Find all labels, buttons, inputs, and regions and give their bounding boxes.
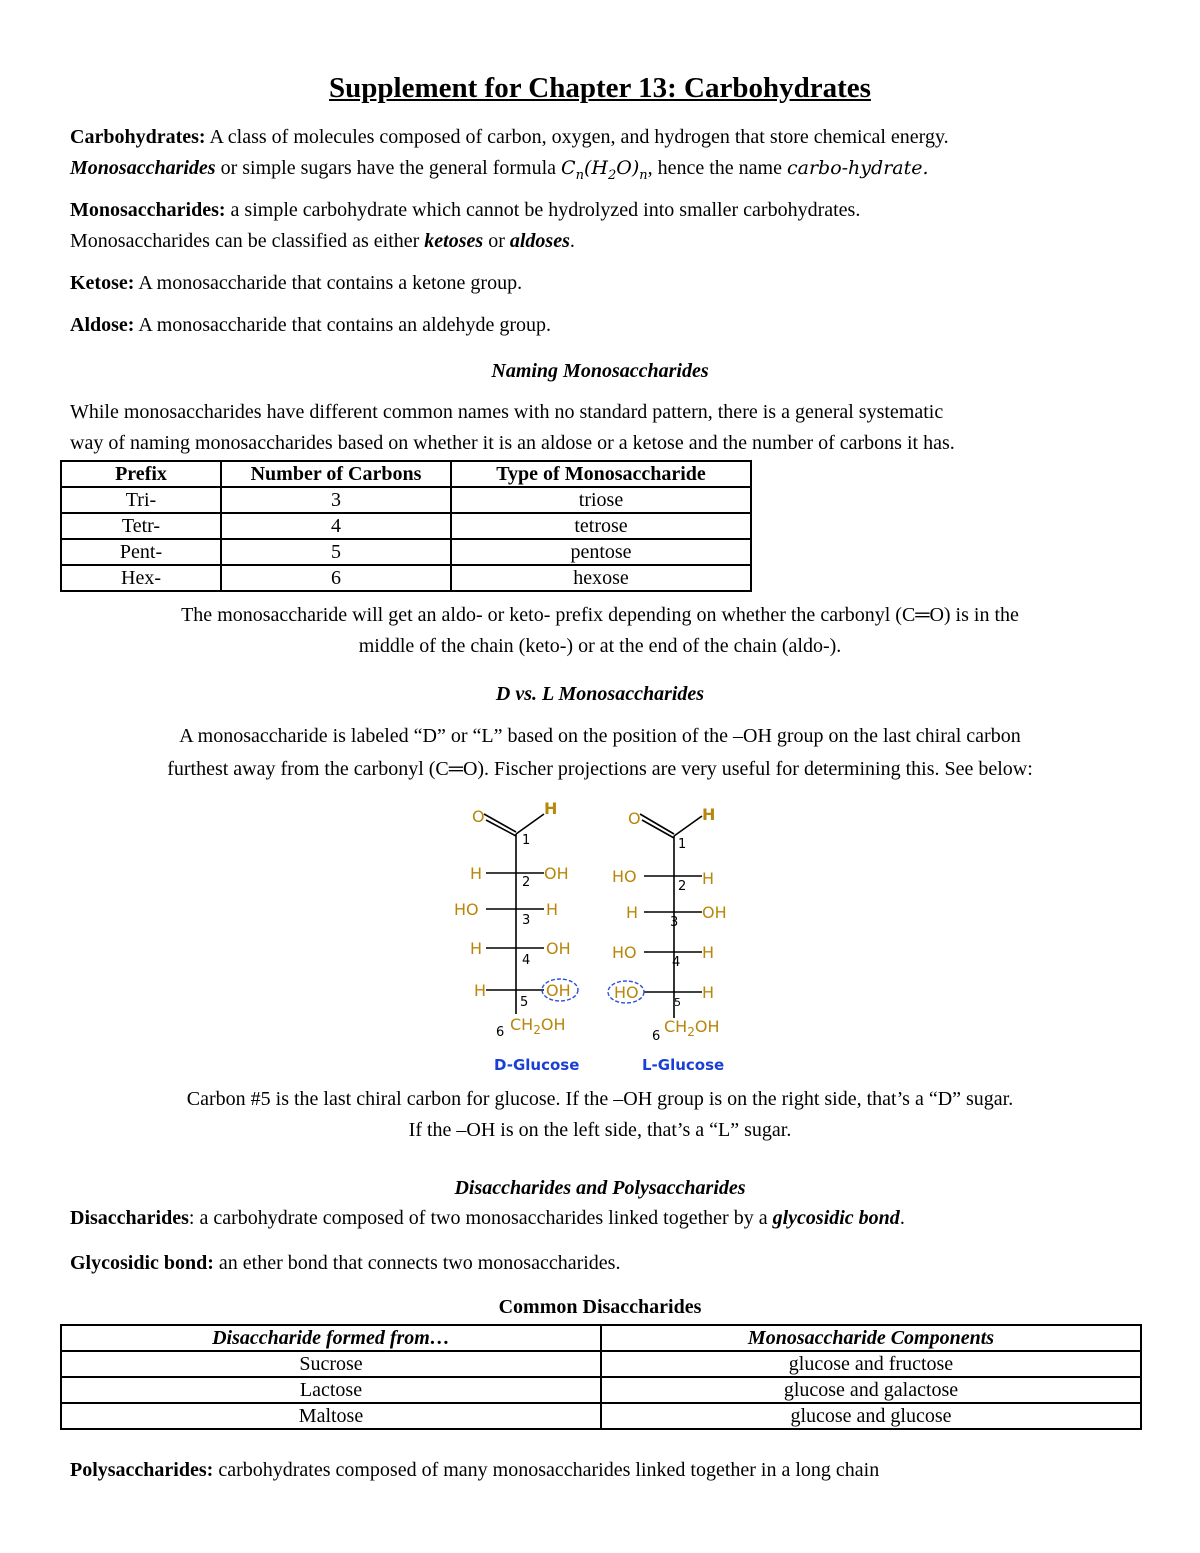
table-row: [61, 539, 751, 565]
d-ch: CH: [510, 1015, 534, 1034]
d-glucose-atoms: [454, 799, 571, 1040]
table-cell: Tri-: [61, 487, 221, 513]
polysaccharides-def: carbohydrates composed of many monosaccharides linked together in a long chain: [213, 1459, 880, 1481]
l-ch-sub: 2: [687, 1025, 695, 1039]
d-carbon-2: 2: [522, 875, 531, 890]
disaccharides-colon: :: [188, 1207, 195, 1229]
d-carbon-6: 6: [496, 1025, 505, 1040]
l-h-aldehyde: H: [702, 805, 716, 824]
naming-line-2: way of naming monosaccharides based on whether it is an aldose or a ketose and the number of carbons it has.: [70, 432, 955, 454]
d-carbon-4: 4: [522, 953, 531, 968]
d-carbon-3: 3: [522, 913, 531, 928]
page-title: Supplement for Chapter 13: Carbohydrates: [329, 72, 871, 104]
d-carbon-5: 5: [520, 995, 529, 1010]
table-row: [61, 513, 751, 539]
carbon5-line-2: If the –OH is on the left side, that’s a “L” sugar.: [408, 1119, 792, 1141]
monosaccharides-classification: [70, 226, 1140, 257]
l-oh-c3: OH: [702, 903, 727, 922]
formula-n-outer: n: [639, 167, 648, 183]
monosaccharides-term: Monosaccharides:: [70, 199, 226, 221]
polysaccharides-definition: [70, 1455, 1140, 1486]
general-formula: $C_n(H_2O)_n$: [561, 157, 648, 183]
l-glucose-label: L-Glucose: [642, 1056, 725, 1074]
header-number-of-carbons: Number of Carbons: [221, 461, 451, 487]
d-o-atom: O: [472, 807, 485, 826]
monosaccharides-term-inline: Monosaccharides: [70, 157, 216, 179]
d-glucose-label: D-Glucose: [494, 1056, 580, 1074]
l-ho-c2: HO: [612, 867, 637, 886]
d-carbon-1: 1: [522, 833, 531, 848]
table-cell: 3: [221, 487, 451, 513]
prefix-table: [60, 460, 752, 592]
l-ho-c4: HO: [612, 943, 637, 962]
formula-intro: or simple sugars have the general formula: [215, 157, 562, 179]
carbo-hydrate-term: carbo-hydrate.: [786, 157, 929, 179]
disaccharides-heading: Disaccharides and Polysaccharides: [454, 1177, 746, 1199]
d-oh-c5: OH: [546, 981, 571, 1000]
dl-line-2: furthest away from the carbonyl (C═O). Fischer projections are very useful for determining this. See below:: [167, 758, 1033, 780]
disaccharides-definition: [70, 1203, 1140, 1234]
table-cell: pentose: [451, 539, 751, 565]
glycosidic-term: Glycosidic bond:: [70, 1252, 214, 1274]
l-ho-c5: HO: [614, 983, 639, 1002]
monosaccharides-def: a simple carbohydrate which cannot be hydrolyzed into smaller carbohydrates.: [225, 199, 861, 221]
formula-outro: , hence the name: [647, 157, 787, 179]
d-h-c2: H: [470, 864, 483, 883]
carbon5-line-1: Carbon #5 is the last chiral carbon for glucose. If the –OH group is on the right side, that’s a “D” sugar.: [186, 1088, 1014, 1110]
l-ch-group: [664, 1017, 719, 1039]
table-row: [61, 1403, 1141, 1429]
table-row: [61, 565, 751, 591]
disaccharides-term: Disaccharides: [70, 1207, 189, 1229]
disaccharides-def: a carbohydrate composed of two monosaccharides linked together by a: [194, 1207, 773, 1229]
d-oh-c2: OH: [544, 864, 569, 883]
table-row: [61, 1351, 1141, 1377]
l-carbon-6: 6: [652, 1029, 661, 1044]
aldoses-term: aldoses: [509, 230, 570, 252]
table-cell: Maltose: [61, 1403, 601, 1429]
table-cell: Hex-: [61, 565, 221, 591]
header-disaccharide: Disaccharide formed from…: [61, 1325, 601, 1351]
l-h-c3: H: [626, 903, 639, 922]
d-h-c5: H: [474, 981, 487, 1000]
l-ch: CH: [664, 1017, 688, 1036]
glycosidic-def: an ether bond that connects two monosaccharides.: [213, 1252, 621, 1274]
formula-o: O: [616, 157, 632, 179]
d-h-c3: H: [546, 900, 559, 919]
period: .: [899, 1207, 905, 1229]
formula-h: H: [591, 157, 608, 179]
table-cell: glucose and fructose: [601, 1351, 1141, 1377]
table-cell: Pent-: [61, 539, 221, 565]
d-ch-group: [510, 1015, 565, 1037]
table-cell: 5: [221, 539, 451, 565]
period: .: [569, 230, 575, 252]
header-components: Monosaccharide Components: [601, 1325, 1141, 1351]
l-carbon-5: 5: [674, 996, 681, 1009]
disaccharides-table-header: [61, 1325, 1141, 1351]
ketoses-term: ketoses: [424, 230, 484, 252]
disaccharides-table: [60, 1324, 1142, 1430]
l-carbon-4: 4: [672, 955, 681, 970]
naming-heading: Naming Monosaccharides: [491, 360, 709, 382]
d-h-c4: H: [470, 939, 483, 958]
formula-2: 2: [607, 167, 617, 183]
l-carbon-3: 3: [670, 915, 679, 930]
l-ch2-oh: OH: [694, 1017, 720, 1036]
formula-c: C: [561, 157, 576, 179]
carbohydrates-term: Carbohydrates:: [70, 126, 206, 148]
ketose-def: A monosaccharide that contains a ketone group.: [134, 272, 523, 294]
carbohydrates-definition: [70, 122, 1140, 153]
glycosidic-definition: [70, 1248, 1140, 1279]
prefix-table-header: [61, 461, 751, 487]
table-cell: hexose: [451, 565, 751, 591]
aldose-term: Aldose:: [70, 314, 135, 336]
d-oh-c4: OH: [546, 939, 571, 958]
carbohydrates-def: A class of molecules composed of carbon, oxygen, and hydrogen that store chemical energy.: [205, 126, 949, 148]
l-carbon-2: 2: [678, 879, 687, 894]
d-ch2-oh: OH: [540, 1015, 566, 1034]
dl-heading: D vs. L Monosaccharides: [495, 683, 705, 705]
aldose-definition: [70, 310, 1140, 341]
table-cell: 4: [221, 513, 451, 539]
table-cell: glucose and glucose: [601, 1403, 1141, 1429]
d-glucose-bonds: [484, 814, 544, 1014]
d-ho-c3: HO: [454, 900, 479, 919]
or-text: or: [483, 230, 510, 252]
monosaccharides-definition: [70, 195, 1140, 226]
glycosidic-bond-term: glycosidic bond: [772, 1207, 900, 1229]
l-h-c4: H: [702, 943, 715, 962]
l-o-atom: O: [628, 809, 641, 828]
d-ch-sub: 2: [533, 1023, 541, 1037]
table-cell: Sucrose: [61, 1351, 601, 1377]
d-h-aldehyde: H: [544, 799, 558, 818]
polysaccharides-term: Polysaccharides:: [70, 1459, 214, 1481]
common-disaccharides-heading: Common Disaccharides: [498, 1296, 702, 1318]
table-row: [61, 487, 751, 513]
l-h-c5: H: [702, 983, 715, 1002]
fischer-projections: [440, 796, 760, 1081]
ketose-definition: [70, 268, 1140, 299]
carbohydrates-formula-line: [70, 153, 1140, 191]
aldo-keto-line-1: The monosaccharide will get an aldo- or keto- prefix depending on whether the carbonyl (C═O) is in the: [181, 604, 1019, 626]
ketose-term: Ketose:: [70, 272, 135, 294]
formula-n: n: [575, 167, 584, 183]
table-cell: Lactose: [61, 1377, 601, 1403]
header-prefix: Prefix: [61, 461, 221, 487]
naming-line-1: While monosaccharides have different common names with no standard pattern, there is a general systematic: [70, 401, 944, 423]
table-row: [61, 1377, 1141, 1403]
table-cell: triose: [451, 487, 751, 513]
l-glucose-atoms: [612, 805, 727, 1044]
table-cell: 6: [221, 565, 451, 591]
table-cell: glucose and galactose: [601, 1377, 1141, 1403]
table-cell: Tetr-: [61, 513, 221, 539]
l-carbon-1: 1: [678, 837, 687, 852]
table-cell: tetrose: [451, 513, 751, 539]
header-type: Type of Monosaccharide: [451, 461, 751, 487]
aldo-keto-line-2: middle of the chain (keto-) or at the end of the chain (aldo-).: [358, 635, 842, 657]
l-h-c2: H: [702, 869, 715, 888]
aldose-def: A monosaccharide that contains an aldehyde group.: [134, 314, 551, 336]
classification-text: Monosaccharides can be classified as either: [70, 230, 425, 252]
dl-line-1: A monosaccharide is labeled “D” or “L” based on the position of the –OH group on the last chiral carbon: [179, 725, 1021, 747]
